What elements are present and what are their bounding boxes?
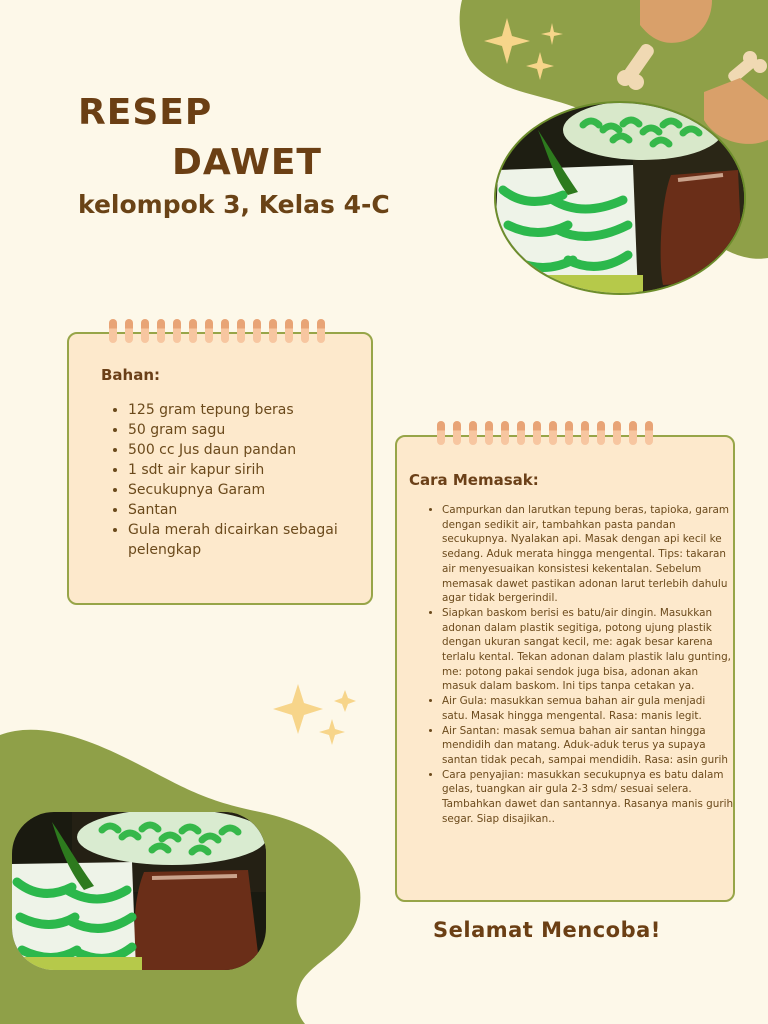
notebook-rings-method — [437, 421, 653, 445]
ingredients-heading: Bahan: — [101, 366, 161, 384]
dawet-photo-bottom — [12, 812, 266, 970]
dawet-photo-top — [493, 100, 747, 296]
ingredient-item: • 50 gram sagu — [128, 420, 368, 440]
title-line-1: RESEP — [78, 92, 213, 133]
closing-text: Selamat Mencoba! — [433, 918, 661, 942]
ingredients-list — [108, 400, 368, 560]
ingredient-item: • Gula merah dicairkan sebagai pelengkap — [128, 520, 368, 560]
ingredient-item: • 1 sdt air kapur sirih — [128, 460, 368, 480]
method-step: • Cara penyajian: masukkan secukupnya es batu dalam gelas, tuangkan air gula 2-3 sdm/ sesuai selera. Tambahkan dawet dan santannya. Rasanya manis gurih segar. Siap disajikan.. — [442, 768, 734, 827]
method-steps-list — [426, 503, 734, 826]
method-step: • Campurkan dan larutkan tepung beras, tapioka, garam dengan sedikit air, tambahkan pasta pandan secukupnya. Nyalakan api. Masak dengan api kecil ke sedang. Aduk merata hingga mengental. Tips: takaran air menyesuaikan konsistesi kekentalan. Sebelum memasak dawet pastikan adonan larut terlebih dahulu agar tidak bergerindil. — [442, 503, 734, 606]
ingredient-item: • 500 cc Jus daun pandan — [128, 440, 368, 460]
sparkles-middle — [273, 684, 356, 745]
method-step: • Air Santan: masak semua bahan air santan hingga mendidih dan matang. Aduk-aduk terus ya supaya santan tidak pecah, sampai mendidih. Rasa: asin gurih — [442, 724, 734, 768]
title-line-2: DAWET — [172, 142, 322, 183]
notebook-rings-ingredients — [109, 319, 325, 343]
subtitle: kelompok 3, Kelas 4-C — [78, 190, 390, 219]
ingredient-item: • Santan — [128, 500, 368, 520]
method-heading: Cara Memasak: — [409, 471, 539, 489]
ingredient-item: • 125 gram tepung beras — [128, 400, 368, 420]
method-step: • Siapkan baskom berisi es batu/air dingin. Masukkan adonan dalam plastik segitiga, potong ujung plastik dengan ukuran sangat kecil, me: agak besar karena terlalu kental. Tekan adonan dalam plastik lalu gunting, me: potong pakai sendok juga bisa, adonan akan masuk dalam baskom. Ini tips tanpa cetakan ya. — [442, 606, 734, 694]
ingredient-item: • Secukupnya Garam — [128, 480, 368, 500]
method-step: • Air Gula: masukkan semua bahan air gula menjadi satu. Masak hingga mengental. Rasa: manis legit. — [442, 694, 734, 723]
